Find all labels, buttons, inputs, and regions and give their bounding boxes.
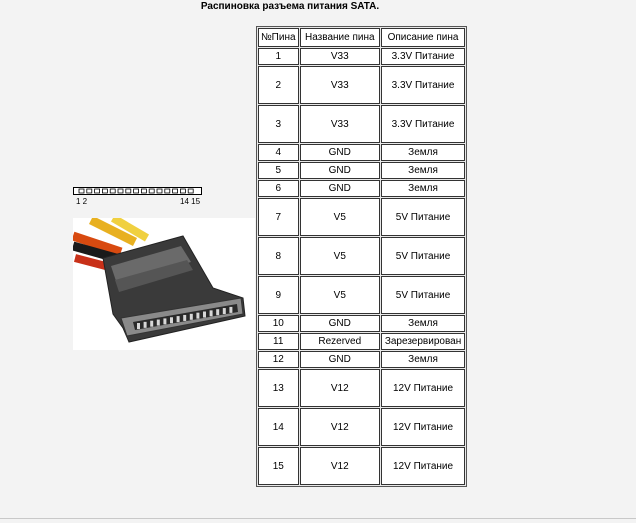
contact-tooth (196, 313, 199, 319)
pin-box (141, 189, 146, 193)
contact-tooth (144, 322, 147, 328)
pin-box (110, 189, 115, 193)
table-row (258, 162, 465, 179)
pin-number: 1 (258, 48, 299, 65)
contact-tooth (190, 314, 193, 320)
pin-name: GND (300, 180, 381, 197)
pin-box (118, 189, 123, 193)
contact-tooth (223, 308, 226, 314)
pin-name: V33 (300, 66, 381, 104)
header-pin-name: Название пина (300, 28, 381, 47)
pin-label-end: 14 15 (180, 197, 201, 206)
table-row (258, 315, 465, 332)
table-row (258, 180, 465, 197)
table-row (258, 408, 465, 446)
pin-number: 2 (258, 66, 299, 104)
contact-tooth (150, 321, 153, 327)
pin-description: Земля (381, 162, 465, 179)
pinout-table (256, 26, 467, 487)
pin-number: 7 (258, 198, 299, 236)
table-row (258, 447, 465, 485)
pin-name: GND (300, 162, 381, 179)
pin-description: Земля (381, 144, 465, 161)
pin-box (95, 189, 100, 193)
contact-tooth (210, 310, 213, 316)
pin-number: 12 (258, 351, 299, 368)
pin-box (87, 189, 92, 193)
sata-power-connector-photo (73, 218, 255, 350)
contact-tooth (183, 315, 186, 321)
pin-box (102, 189, 107, 193)
page-title: Распиновка разъема питания SATA. (200, 1, 380, 12)
pin-number: 4 (258, 144, 299, 161)
pin-description: Земля (381, 351, 465, 368)
pin-name: V33 (300, 105, 381, 143)
table-row (258, 333, 465, 350)
table-row (258, 276, 465, 314)
pin-name: V33 (300, 48, 381, 65)
contact-tooth (203, 312, 206, 318)
pin-box (79, 189, 84, 193)
pin-description: 12V Питание (381, 408, 465, 446)
pin-description: Земля (381, 180, 465, 197)
header-pin-description: Описание пина (381, 28, 465, 47)
pin-name: V12 (300, 447, 381, 485)
bottom-divider (0, 518, 636, 519)
table-row (258, 198, 465, 236)
pin-number: 8 (258, 237, 299, 275)
pin-number: 5 (258, 162, 299, 179)
pin-name: V5 (300, 198, 381, 236)
contact-tooth (163, 318, 166, 324)
pin-box (188, 189, 193, 193)
pin-description: 12V Питание (381, 447, 465, 485)
table-row (258, 369, 465, 407)
contact-tooth (170, 317, 173, 323)
contact-tooth (177, 316, 180, 322)
pin-description: 3.3V Питание (381, 105, 465, 143)
pin-description: 3.3V Питание (381, 48, 465, 65)
pin-number: 10 (258, 315, 299, 332)
table-header-row (258, 28, 465, 47)
pin-label-start: 1 2 (76, 197, 88, 206)
table-row (258, 351, 465, 368)
contact-tooth (137, 323, 140, 329)
pin-name: GND (300, 144, 381, 161)
pin-name: GND (300, 315, 381, 332)
pin-box (134, 189, 139, 193)
table-row (258, 237, 465, 275)
sata-connector-image (73, 218, 255, 350)
pin-name: V12 (300, 408, 381, 446)
pin-number: 6 (258, 180, 299, 197)
pin-number: 9 (258, 276, 299, 314)
pin-name: Rezerved (300, 333, 381, 350)
pin-box (173, 189, 178, 193)
pin-name: V12 (300, 369, 381, 407)
pin-box (165, 189, 170, 193)
table-row (258, 144, 465, 161)
pin-box (180, 189, 185, 193)
pin-number: 3 (258, 105, 299, 143)
pin-box (126, 189, 131, 193)
table-row (258, 66, 465, 104)
pin-description: Земля (381, 315, 465, 332)
pin-name: V5 (300, 237, 381, 275)
contact-tooth (216, 309, 219, 315)
contact-tooth (229, 307, 232, 313)
pin-description: 12V Питание (381, 369, 465, 407)
pin-number: 14 (258, 408, 299, 446)
pin-number: 11 (258, 333, 299, 350)
pin-name: V5 (300, 276, 381, 314)
pin-number: 13 (258, 369, 299, 407)
pin-box (149, 189, 154, 193)
pin-description: 5V Питание (381, 237, 465, 275)
pin-description: 5V Питание (381, 198, 465, 236)
pin-description: 3.3V Питание (381, 66, 465, 104)
pin-box (157, 189, 162, 193)
header-pin-number: №Пина (258, 28, 299, 47)
pin-description: Зарезервирован (381, 333, 465, 350)
table-row (258, 105, 465, 143)
table-row (258, 48, 465, 65)
pin-description: 5V Питание (381, 276, 465, 314)
pin-number: 15 (258, 447, 299, 485)
pin-name: GND (300, 351, 381, 368)
contact-tooth (157, 320, 160, 326)
